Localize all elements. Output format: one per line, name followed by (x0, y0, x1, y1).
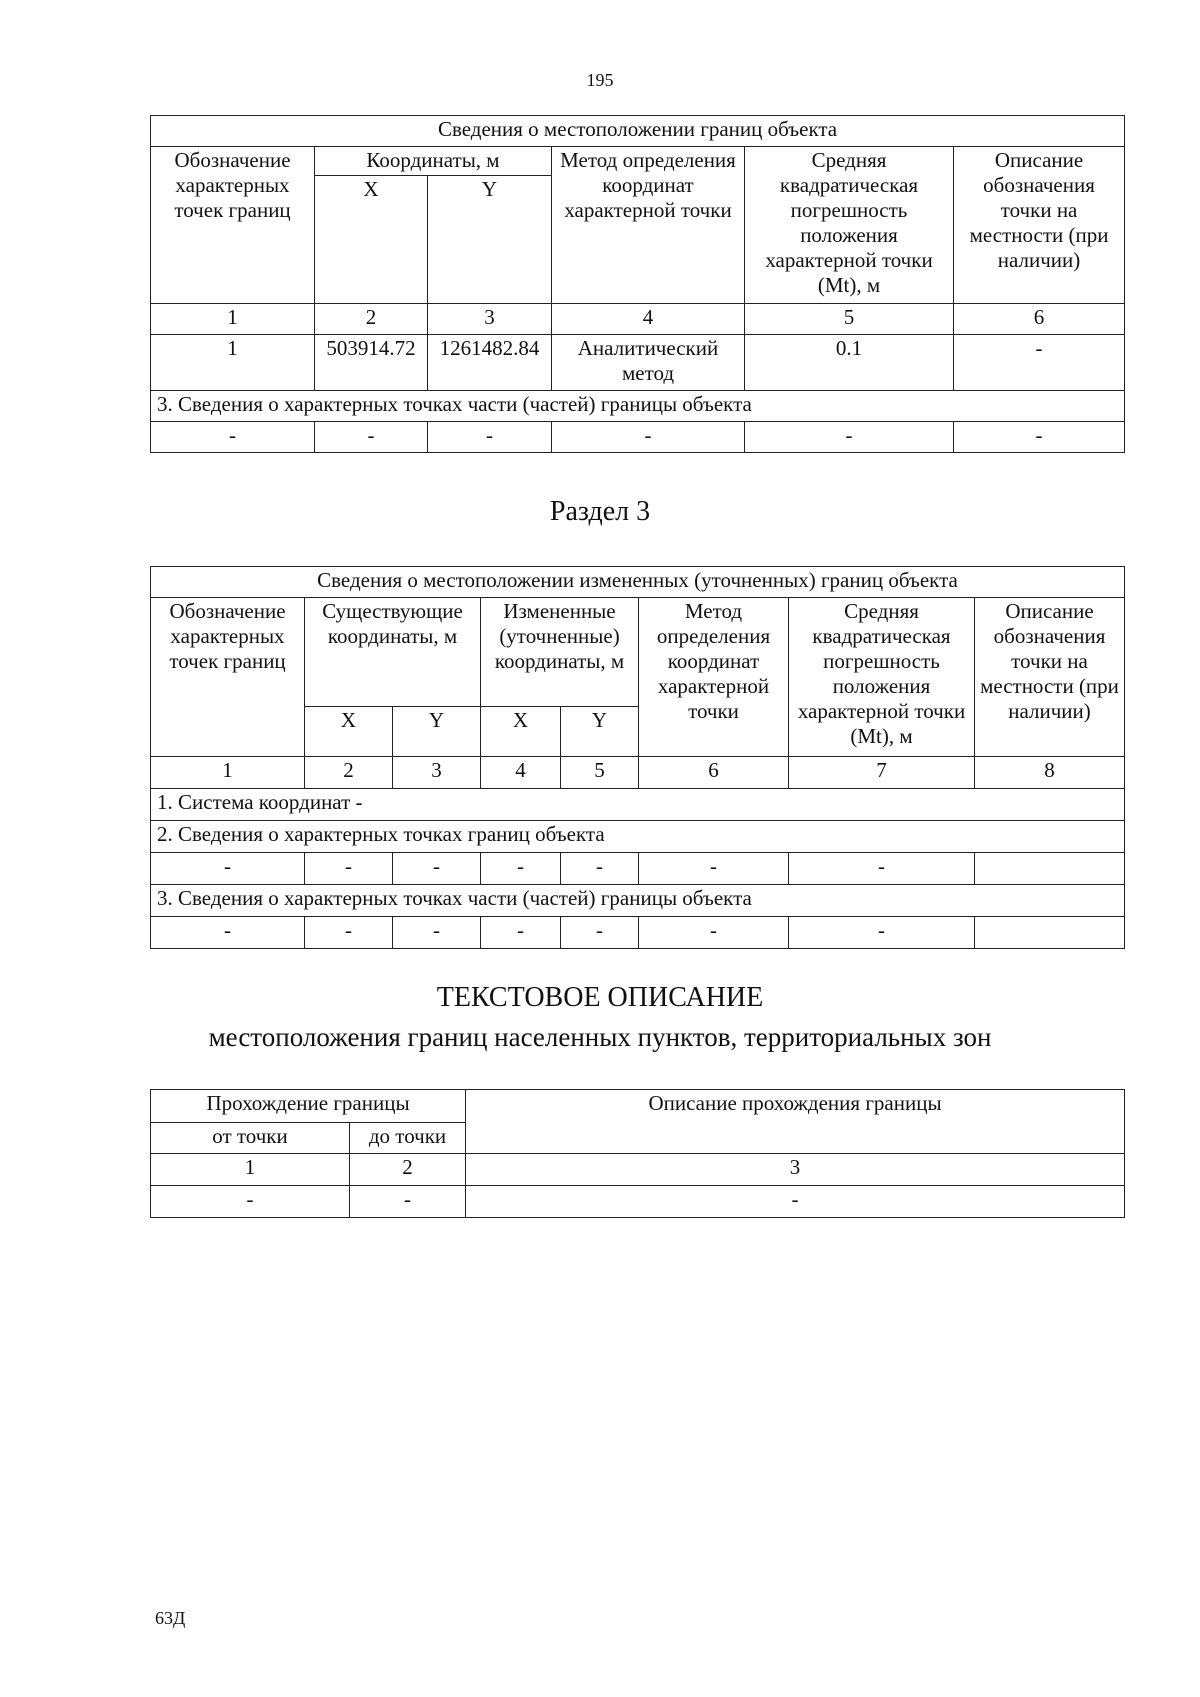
column-number: 5 (745, 304, 954, 335)
header-point-designation: Обозначение характерных точек границ (151, 147, 315, 304)
boundary-location-table (150, 115, 1125, 453)
header-changed-coordinates: Измененные (уточненные) координаты, м (481, 598, 639, 707)
header-existing-coordinates: Существующие координаты, м (305, 598, 481, 707)
header-description: Описание обозначения точки на местности (при наличии) (954, 147, 1125, 304)
description-cell: - (954, 335, 1125, 391)
table-cell: - (428, 422, 552, 453)
table-cell: - (552, 422, 745, 453)
table-cell: - (561, 853, 639, 885)
parts-caption: 3. Сведения о характерных точках части (частей) границы объекта (151, 885, 1125, 917)
header-x: X (315, 176, 428, 304)
table-cell: - (789, 917, 975, 949)
header-y: Y (393, 707, 481, 757)
column-number: 1 (151, 1154, 350, 1186)
table-cell: - (561, 917, 639, 949)
table-cell: - (466, 1186, 1125, 1218)
header-point-designation: Обозначение характерных точек границ (151, 598, 305, 757)
column-number-row (151, 304, 1125, 335)
table-cell: - (639, 853, 789, 885)
column-number: 4 (552, 304, 745, 335)
table-cell: - (393, 853, 481, 885)
table-cell: - (305, 917, 393, 949)
column-number: 8 (975, 757, 1125, 789)
column-number: 4 (481, 757, 561, 789)
section-title: Раздел 3 (549, 496, 651, 527)
table-cell: - (305, 853, 393, 885)
point-cell: 1 (151, 335, 315, 391)
table-cell (975, 917, 1125, 949)
column-number-row (151, 757, 1125, 789)
x-cell: 503914.72 (315, 335, 428, 391)
footer-code: 63Д (155, 1608, 186, 1628)
column-number: 6 (639, 757, 789, 789)
column-number-row (151, 1154, 1125, 1186)
header-passage-description: Описание прохождения границы (466, 1090, 1125, 1154)
boundary-passage-table (150, 1089, 1125, 1218)
table-row (151, 917, 1125, 949)
header-method: Метод определения координат характерной точки (639, 598, 789, 757)
table-cell: - (151, 1186, 350, 1218)
column-number: 5 (561, 757, 639, 789)
table-row (151, 422, 1125, 453)
column-number: 2 (350, 1154, 466, 1186)
table-cell: - (151, 853, 305, 885)
header-passage: Прохождение границы (151, 1090, 466, 1123)
header-to-point: до точки (350, 1123, 466, 1154)
header-from-point: от точки (151, 1123, 350, 1154)
column-number: 6 (954, 304, 1125, 335)
column-number: 2 (315, 304, 428, 335)
header-description: Описание обозначения точки на местности (при наличии) (975, 598, 1125, 757)
table-cell (975, 853, 1125, 885)
header-x: X (481, 707, 561, 757)
table-cell: - (745, 422, 954, 453)
table-cell: - (393, 917, 481, 949)
table-row (151, 335, 1125, 391)
header-mean-error: Средняя квадратическая погрешность положения характерной точки (Mt), м (789, 598, 975, 757)
table-caption: Сведения о местоположении измененных (уточненных) границ объекта (151, 567, 1125, 598)
header-x: X (305, 707, 393, 757)
header-y: Y (428, 176, 552, 304)
points-caption: 2. Сведения о характерных точках границ объекта (151, 821, 1125, 853)
table-cell: - (350, 1186, 466, 1218)
header-mean-error: Средняя квадратическая погрешность положения характерной точки (Mt), м (745, 147, 954, 304)
y-cell: 1261482.84 (428, 335, 552, 391)
page-number: 195 (586, 70, 614, 90)
column-number: 1 (151, 757, 305, 789)
text-description-subtitle: местоположения границ населенных пунктов, территориальных зон (208, 1022, 992, 1052)
column-number: 7 (789, 757, 975, 789)
column-number: 1 (151, 304, 315, 335)
method-cell: Аналитический метод (552, 335, 745, 391)
header-coordinates: Координаты, м (315, 147, 552, 176)
coordinate-system: 1. Система координат - (151, 789, 1125, 821)
column-number: 2 (305, 757, 393, 789)
header-y: Y (561, 707, 639, 757)
table-caption: Сведения о местоположении границ объекта (151, 116, 1125, 147)
changed-boundary-table (150, 566, 1125, 949)
header-method: Метод определения координат характерной точки (552, 147, 745, 304)
table-cell: - (151, 422, 315, 453)
table-cell: - (954, 422, 1125, 453)
table-cell: - (481, 853, 561, 885)
column-number: 3 (428, 304, 552, 335)
text-description-title: ТЕКСТОВОЕ ОПИСАНИЕ (436, 982, 764, 1013)
column-number: 3 (393, 757, 481, 789)
error-cell: 0.1 (745, 335, 954, 391)
table-cell: - (789, 853, 975, 885)
table-cell: - (481, 917, 561, 949)
table-row (151, 1186, 1125, 1218)
table-cell: - (315, 422, 428, 453)
parts-caption: 3. Сведения о характерных точках части (частей) границы объекта (151, 391, 1125, 422)
table-cell: - (639, 917, 789, 949)
column-number: 3 (466, 1154, 1125, 1186)
table-cell: - (151, 917, 305, 949)
table-row (151, 853, 1125, 885)
